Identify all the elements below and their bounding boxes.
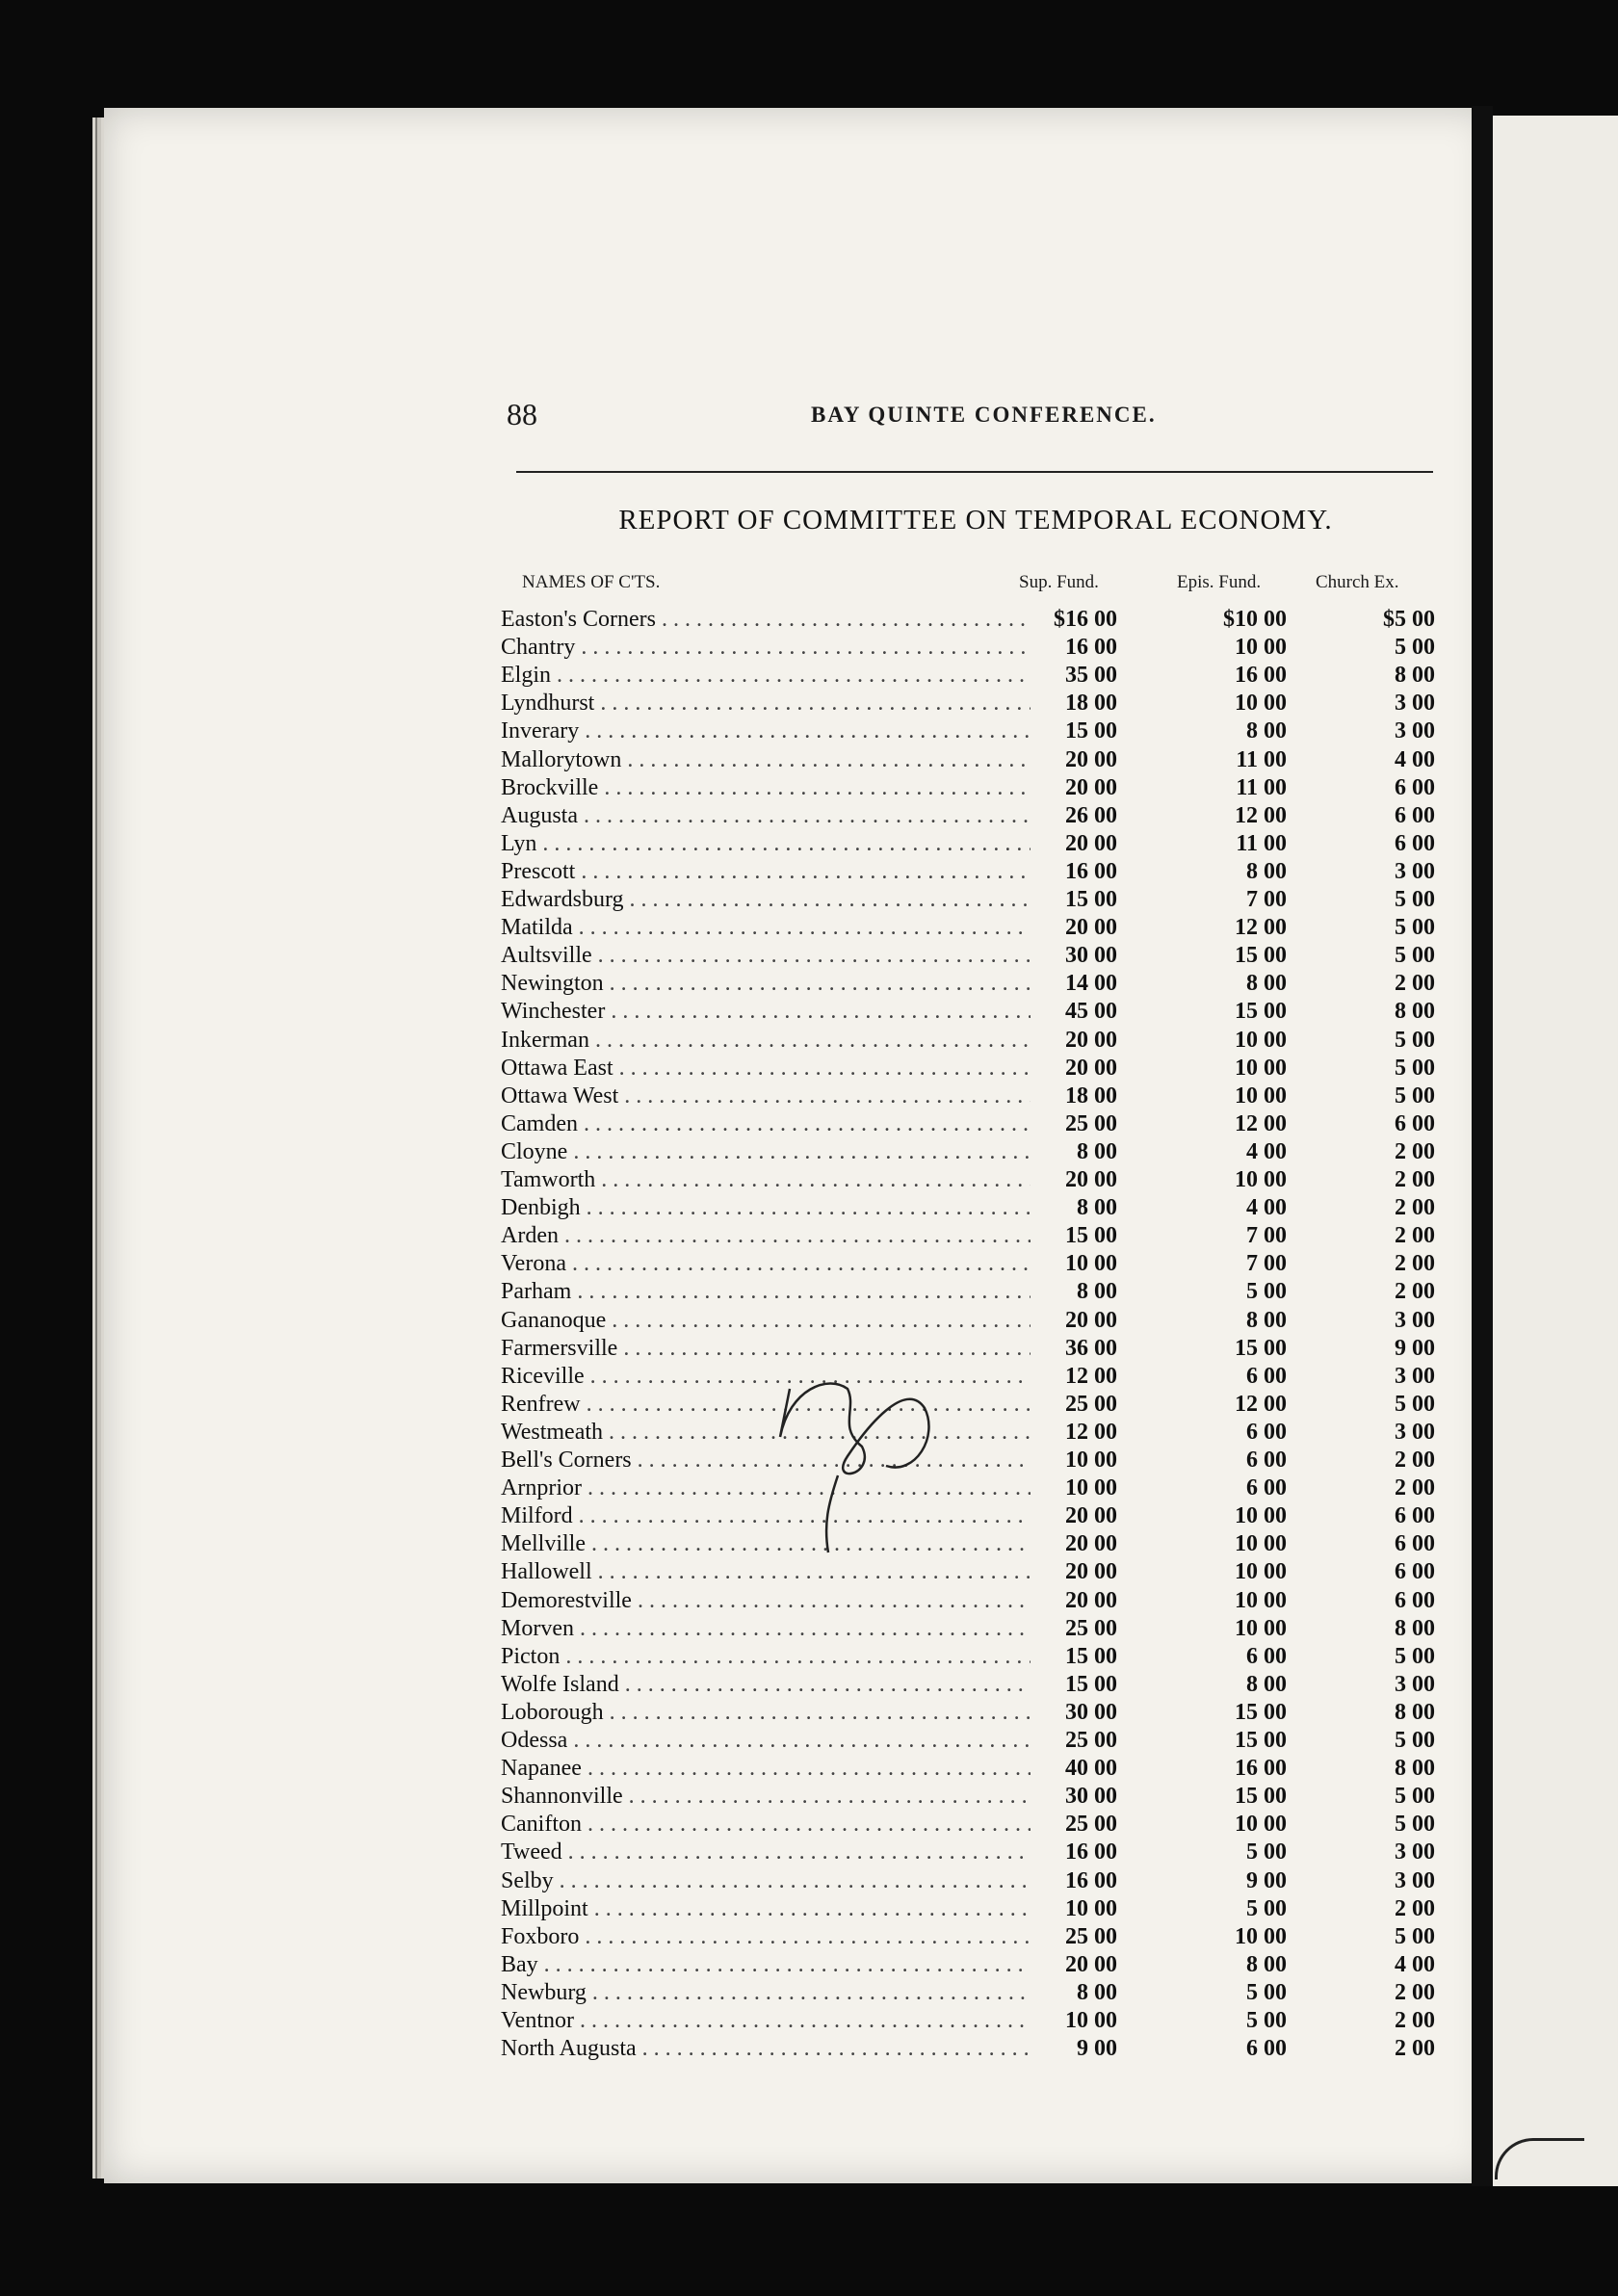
sup-fund-value: 16 00 <box>1065 1867 1117 1893</box>
circuit-name: Prescott . . . <box>501 859 1031 885</box>
church-ex-value: 5 00 <box>1395 887 1435 912</box>
circuit-name: Foxboro . . . <box>501 1924 1031 1950</box>
epis-fund-value: 12 00 <box>1235 1391 1287 1417</box>
church-ex-value: 3 00 <box>1395 1419 1435 1445</box>
epis-fund-value: 15 00 <box>1235 1784 1287 1810</box>
epis-fund-value: 15 00 <box>1235 1728 1287 1753</box>
church-ex-value: 2 00 <box>1395 1475 1435 1501</box>
sup-fund-value: 25 00 <box>1065 1615 1117 1641</box>
circuit-name: Shannonville . . . <box>501 1784 1031 1810</box>
church-ex-value: 5 00 <box>1395 1784 1435 1810</box>
epis-fund-value: 12 00 <box>1235 1110 1287 1136</box>
church-ex-value: 3 00 <box>1395 1839 1435 1866</box>
circuit-name: Hallowell . . . <box>501 1559 1031 1585</box>
table-row <box>104 1728 1491 1756</box>
sup-fund-value: 20 00 <box>1065 774 1117 800</box>
church-ex-value: 6 00 <box>1395 1559 1435 1585</box>
epis-fund-value: 6 00 <box>1246 2036 1287 2062</box>
church-ex-value: 8 00 <box>1395 1756 1435 1782</box>
sup-fund-value: 8 00 <box>1077 1979 1117 2005</box>
church-ex-value: 8 00 <box>1395 663 1435 689</box>
church-ex-value: 6 00 <box>1395 830 1435 856</box>
epis-fund-value: 9 00 <box>1246 1867 1287 1893</box>
church-ex-value: 3 00 <box>1395 1671 1435 1697</box>
table-row <box>104 1980 1491 2008</box>
sup-fund-value: 25 00 <box>1065 1728 1117 1753</box>
church-ex-value: 8 00 <box>1395 1615 1435 1641</box>
sup-fund-value: 12 00 <box>1065 1419 1117 1445</box>
church-ex-value: 3 00 <box>1395 1307 1435 1333</box>
circuit-name: Aultsville . . . <box>501 943 1031 969</box>
epis-fund-value: 5 00 <box>1246 1895 1287 1921</box>
church-ex-value: 4 00 <box>1395 746 1435 772</box>
church-ex-value: 6 00 <box>1395 802 1435 828</box>
table-row <box>104 1279 1491 1307</box>
church-ex-value: 5 00 <box>1395 1055 1435 1081</box>
church-ex-value: 5 00 <box>1395 1027 1435 1053</box>
table-row <box>104 1588 1491 1616</box>
table-row <box>104 1083 1491 1111</box>
sup-fund-value: 8 00 <box>1077 1279 1117 1305</box>
epis-fund-value: 10 00 <box>1235 1083 1287 1109</box>
circuit-name: Picton . . . <box>501 1644 1031 1670</box>
circuit-name: Ventnor . . . <box>501 2008 1031 2034</box>
sup-fund-value: 16 00 <box>1065 635 1117 661</box>
circuit-name: Westmeath . . . <box>501 1420 1031 1446</box>
epis-fund-value: 6 00 <box>1246 1448 1287 1473</box>
circuit-name: Millpoint . . . <box>501 1896 1031 1922</box>
circuit-name: Denbigh . . . <box>501 1195 1031 1221</box>
church-ex-value: 5 00 <box>1395 1812 1435 1838</box>
sup-fund-value: 25 00 <box>1065 1812 1117 1838</box>
sup-fund-value: 20 00 <box>1065 1307 1117 1333</box>
circuit-name: Demorestville . . . <box>501 1588 1031 1614</box>
epis-fund-value: 10 00 <box>1235 1615 1287 1641</box>
table-row <box>104 999 1491 1027</box>
epis-fund-value: $10 00 <box>1223 607 1287 632</box>
table-row <box>104 635 1491 663</box>
epis-fund-value: 10 00 <box>1235 1055 1287 1081</box>
sup-fund-value: 20 00 <box>1065 1559 1117 1585</box>
sup-fund-value: 20 00 <box>1065 1503 1117 1529</box>
sup-fund-value: 20 00 <box>1065 1951 1117 1977</box>
table-row <box>104 1644 1491 1672</box>
sup-fund-value: 30 00 <box>1065 1784 1117 1810</box>
sup-fund-value: 8 00 <box>1077 1195 1117 1221</box>
circuit-name: Newington . . . <box>501 971 1031 997</box>
sup-fund-value: 16 00 <box>1065 858 1117 884</box>
church-ex-value: 2 00 <box>1395 1251 1435 1277</box>
sup-fund-value: 30 00 <box>1065 1699 1117 1725</box>
epis-fund-value: 7 00 <box>1246 1251 1287 1277</box>
epis-fund-value: 7 00 <box>1246 1223 1287 1249</box>
table-row <box>104 1251 1491 1279</box>
page-number: 88 <box>507 397 537 431</box>
table-row <box>104 691 1491 718</box>
epis-fund-value: 15 00 <box>1235 943 1287 969</box>
table-row <box>104 663 1491 691</box>
circuit-name: Napanee . . . <box>501 1756 1031 1782</box>
sup-fund-value: 10 00 <box>1065 2008 1117 2033</box>
sup-fund-value: 10 00 <box>1065 1895 1117 1921</box>
epis-fund-value: 11 00 <box>1236 774 1287 800</box>
circuit-name: Verona . . . <box>501 1251 1031 1277</box>
sup-fund-value: 15 00 <box>1065 1643 1117 1669</box>
church-ex-value: 2 00 <box>1395 1223 1435 1249</box>
sup-fund-value: 14 00 <box>1065 971 1117 997</box>
sup-fund-value: 25 00 <box>1065 1391 1117 1417</box>
sup-fund-value: 15 00 <box>1065 718 1117 744</box>
church-ex-value: 3 00 <box>1395 1363 1435 1389</box>
sup-fund-value: 20 00 <box>1065 1055 1117 1081</box>
church-ex-value: 3 00 <box>1395 691 1435 717</box>
epis-fund-value: 5 00 <box>1246 1979 1287 2005</box>
table-row <box>104 1924 1491 1952</box>
epis-fund-value: 16 00 <box>1235 1756 1287 1782</box>
sup-fund-value: 30 00 <box>1065 943 1117 969</box>
sup-fund-value: 45 00 <box>1065 999 1117 1025</box>
church-ex-value: 5 00 <box>1395 1391 1435 1417</box>
circuit-name: Bell's Corners . . . <box>501 1448 1031 1474</box>
sup-fund-value: 36 00 <box>1065 1335 1117 1361</box>
church-ex-value: 4 00 <box>1395 1951 1435 1977</box>
church-ex-value: 2 00 <box>1395 1895 1435 1921</box>
sup-fund-value: 18 00 <box>1065 691 1117 717</box>
epis-fund-value: 5 00 <box>1246 1839 1287 1866</box>
circuit-name: Newburg . . . <box>501 1980 1031 2006</box>
circuit-name: Inkerman . . . <box>501 1028 1031 1054</box>
epis-fund-value: 8 00 <box>1246 1951 1287 1977</box>
church-ex-value: 2 00 <box>1395 1167 1435 1192</box>
circuit-name: Milford . . . <box>501 1503 1031 1529</box>
circuit-name: Mellville . . . <box>501 1531 1031 1557</box>
sup-fund-value: 10 00 <box>1065 1251 1117 1277</box>
circuit-name: Tweed . . . <box>501 1839 1031 1866</box>
circuit-name: Farmersville . . . <box>501 1336 1031 1362</box>
epis-fund-value: 10 00 <box>1235 1559 1287 1585</box>
epis-fund-value: 15 00 <box>1235 1699 1287 1725</box>
book-binding <box>1472 106 1493 2186</box>
epis-fund-value: 10 00 <box>1235 1587 1287 1613</box>
table-row <box>104 1700 1491 1728</box>
circuit-name: Bay . . . <box>501 1952 1031 1978</box>
facing-page-mark <box>1495 2138 1584 2179</box>
header-rule <box>516 471 1433 473</box>
sup-fund-value: 8 00 <box>1077 1138 1117 1164</box>
table-row <box>104 943 1491 971</box>
epis-fund-value: 4 00 <box>1246 1138 1287 1164</box>
circuit-name: Parham . . . <box>501 1279 1031 1305</box>
column-header-names: NAMES OF C'TS. <box>522 572 661 592</box>
table-row <box>104 831 1491 859</box>
church-ex-value: 2 00 <box>1395 1195 1435 1221</box>
table-row <box>104 1559 1491 1587</box>
circuit-name: Arnprior . . . <box>501 1475 1031 1501</box>
circuit-name: Matilda . . . <box>501 915 1031 941</box>
epis-fund-value: 10 00 <box>1235 1812 1287 1838</box>
epis-fund-value: 8 00 <box>1246 718 1287 744</box>
table-row <box>104 718 1491 746</box>
church-ex-value: 5 00 <box>1395 915 1435 941</box>
table-row <box>104 1812 1491 1839</box>
church-ex-value: $5 00 <box>1383 607 1435 632</box>
circuit-name: Gananoque . . . <box>501 1308 1031 1334</box>
church-ex-value: 2 00 <box>1395 1448 1435 1473</box>
table-row <box>104 1139 1491 1167</box>
circuit-name: Renfrew . . . <box>501 1392 1031 1418</box>
sup-fund-value: 20 00 <box>1065 1531 1117 1557</box>
sup-fund-value: 25 00 <box>1065 1110 1117 1136</box>
circuit-name: Mallorytown . . . <box>501 747 1031 773</box>
circuit-name: Ottawa West . . . <box>501 1083 1031 1109</box>
table-row <box>104 775 1491 803</box>
church-ex-value: 9 00 <box>1395 1335 1435 1361</box>
table-row <box>104 1056 1491 1083</box>
sup-fund-value: 20 00 <box>1065 915 1117 941</box>
circuit-name: Arden . . . <box>501 1223 1031 1249</box>
church-ex-value: 5 00 <box>1395 1923 1435 1949</box>
table-row <box>104 1195 1491 1223</box>
epis-fund-value: 6 00 <box>1246 1475 1287 1501</box>
table-row <box>104 2036 1491 2064</box>
sup-fund-value: 12 00 <box>1065 1363 1117 1389</box>
epis-fund-value: 10 00 <box>1235 691 1287 717</box>
epis-fund-value: 6 00 <box>1246 1419 1287 1445</box>
church-ex-value: 5 00 <box>1395 1083 1435 1109</box>
circuit-name: Brockville . . . <box>501 775 1031 801</box>
circuit-name: Augusta . . . <box>501 803 1031 829</box>
table-row <box>104 1616 1491 1644</box>
table-row <box>104 887 1491 915</box>
epis-fund-value: 6 00 <box>1246 1643 1287 1669</box>
epis-fund-value: 5 00 <box>1246 1279 1287 1305</box>
sup-fund-value: 25 00 <box>1065 1923 1117 1949</box>
sup-fund-value: 26 00 <box>1065 802 1117 828</box>
epis-fund-value: 4 00 <box>1246 1195 1287 1221</box>
church-ex-value: 5 00 <box>1395 1643 1435 1669</box>
sup-fund-value: 9 00 <box>1077 2036 1117 2062</box>
sup-fund-value: 15 00 <box>1065 887 1117 912</box>
column-header-sup-fund: Sup. Fund. <box>1019 572 1099 592</box>
epis-fund-value: 10 00 <box>1235 1531 1287 1557</box>
epis-fund-value: 7 00 <box>1246 887 1287 912</box>
circuit-name: Riceville . . . <box>501 1364 1031 1390</box>
sup-fund-value: 20 00 <box>1065 1027 1117 1053</box>
church-ex-value: 2 00 <box>1395 971 1435 997</box>
facing-page-edge <box>1493 116 1618 2186</box>
circuit-name: North Augusta . . . <box>501 2036 1031 2062</box>
circuit-name: Elgin . . . <box>501 663 1031 689</box>
church-ex-value: 5 00 <box>1395 635 1435 661</box>
sup-fund-value: $16 00 <box>1054 607 1117 632</box>
church-ex-value: 2 00 <box>1395 2008 1435 2033</box>
epis-fund-value: 10 00 <box>1235 1503 1287 1529</box>
table-row <box>104 915 1491 943</box>
table-row <box>104 1839 1491 1867</box>
sup-fund-value: 40 00 <box>1065 1756 1117 1782</box>
church-ex-value: 3 00 <box>1395 718 1435 744</box>
sup-fund-value: 20 00 <box>1065 746 1117 772</box>
epis-fund-value: 8 00 <box>1246 1307 1287 1333</box>
epis-fund-value: 10 00 <box>1235 1027 1287 1053</box>
circuit-name: Inverary . . . <box>501 718 1031 744</box>
table-row <box>104 1784 1491 1812</box>
epis-fund-value: 16 00 <box>1235 663 1287 689</box>
church-ex-value: 5 00 <box>1395 943 1435 969</box>
sup-fund-value: 16 00 <box>1065 1839 1117 1866</box>
epis-fund-value: 6 00 <box>1246 1363 1287 1389</box>
table-row <box>104 1756 1491 1784</box>
table-row <box>104 1672 1491 1700</box>
circuit-name: Chantry . . . <box>501 635 1031 661</box>
circuit-name: Lyn . . . <box>501 831 1031 857</box>
table-row <box>104 803 1491 831</box>
epis-fund-value: 10 00 <box>1235 1167 1287 1192</box>
column-header-church-ex: Church Ex. <box>1316 572 1399 592</box>
epis-fund-value: 15 00 <box>1235 999 1287 1025</box>
church-ex-value: 2 00 <box>1395 1138 1435 1164</box>
epis-fund-value: 10 00 <box>1235 635 1287 661</box>
church-ex-value: 8 00 <box>1395 1699 1435 1725</box>
epis-fund-value: 12 00 <box>1235 915 1287 941</box>
church-ex-value: 2 00 <box>1395 1979 1435 2005</box>
sup-fund-value: 20 00 <box>1065 1587 1117 1613</box>
table-row <box>104 1308 1491 1336</box>
table-row <box>104 971 1491 999</box>
book-page <box>104 108 1491 2183</box>
circuit-name: Cloyne . . . <box>501 1139 1031 1165</box>
church-ex-value: 6 00 <box>1395 1503 1435 1529</box>
church-ex-value: 6 00 <box>1395 1110 1435 1136</box>
sup-fund-value: 18 00 <box>1065 1083 1117 1109</box>
circuit-name: Selby . . . <box>501 1868 1031 1894</box>
church-ex-value: 2 00 <box>1395 2036 1435 2062</box>
sup-fund-value: 20 00 <box>1065 830 1117 856</box>
church-ex-value: 3 00 <box>1395 858 1435 884</box>
table-row <box>104 1896 1491 1924</box>
circuit-name: Canifton . . . <box>501 1812 1031 1838</box>
epis-fund-value: 15 00 <box>1235 1335 1287 1361</box>
epis-fund-value: 10 00 <box>1235 1923 1287 1949</box>
running-head: BAY QUINTE CONFERENCE. <box>811 403 1157 427</box>
epis-fund-value: 8 00 <box>1246 971 1287 997</box>
circuit-name: Odessa . . . <box>501 1728 1031 1754</box>
epis-fund-value: 11 00 <box>1236 746 1287 772</box>
epis-fund-value: 8 00 <box>1246 858 1287 884</box>
table-row <box>104 1868 1491 1896</box>
epis-fund-value: 11 00 <box>1236 830 1287 856</box>
circuit-name: Ottawa East . . . <box>501 1056 1031 1082</box>
sup-fund-value: 20 00 <box>1065 1167 1117 1192</box>
epis-fund-value: 8 00 <box>1246 1671 1287 1697</box>
circuit-name: Winchester . . . <box>501 999 1031 1025</box>
table-row <box>104 1336 1491 1364</box>
circuit-name: Loborough . . . <box>501 1700 1031 1726</box>
sup-fund-value: 15 00 <box>1065 1671 1117 1697</box>
table-row <box>104 747 1491 775</box>
church-ex-value: 3 00 <box>1395 1867 1435 1893</box>
table-row <box>104 1952 1491 1980</box>
epis-fund-value: 12 00 <box>1235 802 1287 828</box>
circuit-name: Tamworth . . . <box>501 1167 1031 1193</box>
church-ex-value: 8 00 <box>1395 999 1435 1025</box>
handwritten-scribble <box>770 1370 944 1562</box>
table-row <box>104 1028 1491 1056</box>
circuit-name: Wolfe Island . . . <box>501 1672 1031 1698</box>
church-ex-value: 6 00 <box>1395 1531 1435 1557</box>
church-ex-value: 2 00 <box>1395 1279 1435 1305</box>
circuit-name: Lyndhurst . . . <box>501 691 1031 717</box>
church-ex-value: 6 00 <box>1395 1587 1435 1613</box>
sup-fund-value: 15 00 <box>1065 1223 1117 1249</box>
table-row <box>104 2008 1491 2036</box>
table-row <box>104 1223 1491 1251</box>
table-row <box>104 859 1491 887</box>
sup-fund-value: 35 00 <box>1065 663 1117 689</box>
epis-fund-value: 5 00 <box>1246 2008 1287 2033</box>
sup-fund-value: 10 00 <box>1065 1475 1117 1501</box>
church-ex-value: 6 00 <box>1395 774 1435 800</box>
circuit-name: Easton's Corners . . . <box>501 607 1031 633</box>
church-ex-value: 5 00 <box>1395 1728 1435 1753</box>
table-row <box>104 1167 1491 1195</box>
report-title: REPORT OF COMMITTEE ON TEMPORAL ECONOMY. <box>618 505 1333 535</box>
table-row <box>104 1111 1491 1139</box>
circuit-name: Edwardsburg . . . <box>501 887 1031 913</box>
circuit-name: Camden . . . <box>501 1111 1031 1137</box>
table-row <box>104 607 1491 635</box>
column-header-epis-fund: Epis. Fund. <box>1177 572 1262 592</box>
circuit-name: Morven . . . <box>501 1616 1031 1642</box>
sup-fund-value: 10 00 <box>1065 1448 1117 1473</box>
